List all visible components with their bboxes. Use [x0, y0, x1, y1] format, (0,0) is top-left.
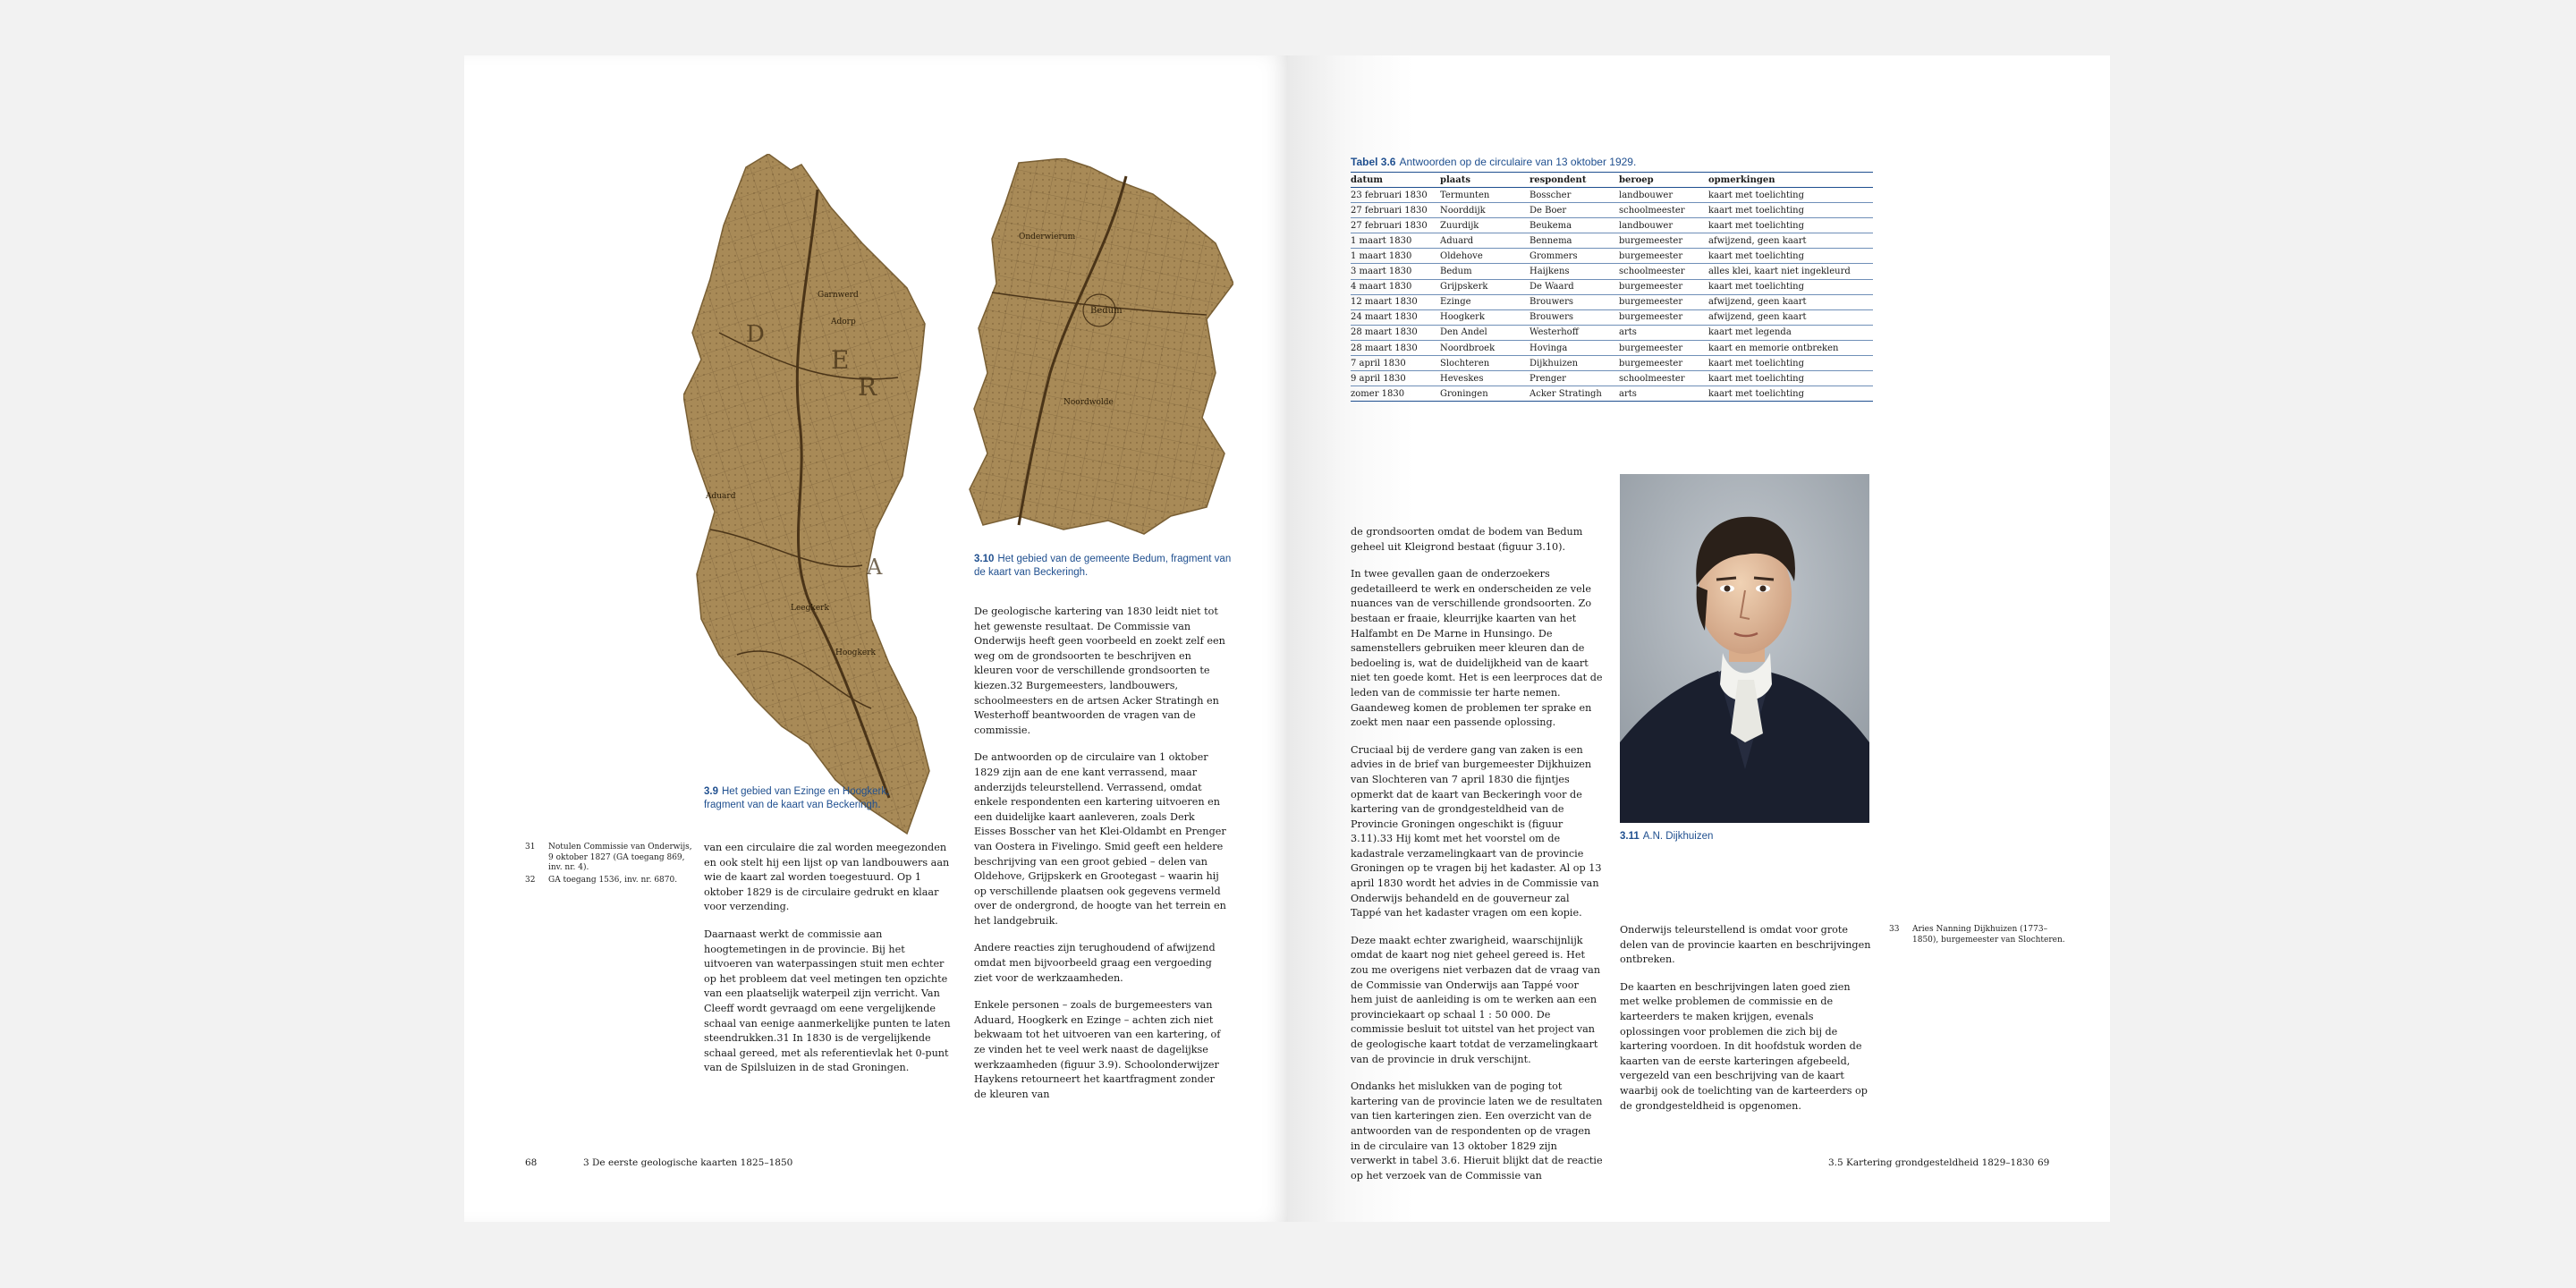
table-cell: 27 februari 1830: [1351, 218, 1440, 233]
table-cell: kaart met toelichting: [1708, 386, 1873, 402]
table-cell: kaart met toelichting: [1708, 356, 1873, 371]
table-cell: Hovinga: [1530, 340, 1619, 355]
table-cell: 4 maart 1830: [1351, 279, 1440, 294]
table-cell: 3 maart 1830: [1351, 264, 1440, 279]
table-row: [1351, 279, 1873, 294]
figure-caption-text: Het gebied van de gemeente Bedum, fragment van de kaart van Beckeringh.: [974, 554, 1232, 578]
footnote-text: GA toegang 1536, inv. nr. 6870.: [548, 875, 678, 885]
table-cell: Noorddijk: [1440, 203, 1530, 218]
table-cell: Beukema: [1530, 218, 1619, 233]
right-page: [1288, 55, 2110, 1222]
table-cell: afwijzend, geen kaart: [1708, 294, 1873, 309]
table-body: [1351, 188, 1873, 402]
paragraph: Onderwijs teleurstellend is omdat voor grote delen van de provincie kaarten en beschrijvingen ontbreken.: [1620, 924, 1871, 966]
column-header: beroep: [1619, 173, 1708, 188]
paragraph: Enkele personen – zoals de burgemeesters van Aduard, Hoogkerk en Ezinge – achten zich niet bekwaam tot het uitvoeren van een kartering, of ze vinden het te veel werk naast de dagelijkse werkzaamheden (figuur 3.9). Schoolonderwijzer Haykens retourneert het kaartfragment zonder de kleuren van: [974, 999, 1221, 1100]
table-cell: zomer 1830: [1351, 386, 1440, 402]
table-cell: kaart met legenda: [1708, 325, 1873, 340]
table-caption: [1351, 156, 1636, 168]
table-cell: Heveskes: [1440, 371, 1530, 386]
page-number: 68: [525, 1157, 538, 1168]
body-column-right-1: [1351, 525, 1603, 1196]
map-fragment-bedum: [965, 158, 1233, 543]
column-header: plaats: [1440, 173, 1530, 188]
figure-caption-text: A.N. Dijkhuizen: [1642, 831, 1714, 842]
paragraph: Ondanks het mislukken van de poging tot kartering van de provincie laten we de resultaten van tien karteringen zien. Een overzicht van de antwoorden van de respondenten op de vragen in de circulaire van 13 oktober 1829 zijn verwerkt in tabel 3.6. Hieruit blijkt dat de reactie op het verzoek van de Commissie van: [1351, 1080, 1603, 1182]
table-cell: kaart met toelichting: [1708, 188, 1873, 203]
table-cell: alles klei, kaart niet ingekleurd: [1708, 264, 1873, 279]
table-cell: De Waard: [1530, 279, 1619, 294]
map-label: Aduard: [706, 492, 736, 501]
table-cell: Dijkhuizen: [1530, 356, 1619, 371]
table-row: [1351, 249, 1873, 264]
portrait-dijkhuizen: [1620, 474, 1869, 823]
page-number: 69: [2038, 1157, 2050, 1168]
table-row: [1351, 371, 1873, 386]
map-label: Hoogkerk: [835, 648, 876, 657]
footnote: [525, 843, 695, 874]
map-label: Adorp: [831, 318, 856, 326]
paragraph: De geologische kartering van 1830 leidt niet tot het gewenste resultaat. De Commissie van Onderwijs heeft geen voorbeeld en zoekt zelf een weg om de grondsoorten te beschrijven en kleuren voor de verschillende grondsoorten te kiezen.32 Burgemeesters, landbouwers, schoolmeesters en de artsen Acker Stratingh en Westerhoff beantwoorden de vragen van de commissie.: [974, 606, 1225, 736]
table-cell: kaart met toelichting: [1708, 371, 1873, 386]
table-cell: 7 april 1830: [1351, 356, 1440, 371]
footnote: [1889, 925, 2068, 945]
table-cell: schoolmeester: [1619, 203, 1708, 218]
table-cell: Grijpskerk: [1440, 279, 1530, 294]
left-page: [464, 55, 1288, 1222]
table-cell: burgemeester: [1619, 249, 1708, 264]
table-cell: Termunten: [1440, 188, 1530, 203]
responses-table: [1351, 172, 1873, 402]
table-cell: Prenger: [1530, 371, 1619, 386]
footnotes-right: [1889, 925, 2068, 947]
paragraph: Deze maakt echter zwarigheid, waarschijnlijk omdat de kaart nog niet geheel gereed is. Het zou me overigens niet verbazen dat de vraag van de Commissie van Onderwijs aan Tappé voor hem juist de aanleiding is om te werken aan een provinciekaart op schaal 1 : 50 000. De commissie besluit tot uitstel van het project van de geologische kaart totdat de verzamelingkaart van de provincie in druk verschijnt.: [1351, 934, 1601, 1065]
footnote: [525, 876, 695, 886]
table-cell: burgemeester: [1619, 233, 1708, 249]
column-header: opmerkingen: [1708, 173, 1873, 188]
table-cell: arts: [1619, 386, 1708, 402]
table-cell: arts: [1619, 325, 1708, 340]
map-label: Leegkerk: [791, 604, 829, 613]
table-row: [1351, 188, 1873, 203]
table-cell: Brouwers: [1530, 294, 1619, 309]
table-row: [1351, 309, 1873, 325]
table-row: [1351, 325, 1873, 340]
table-cell: schoolmeester: [1619, 371, 1708, 386]
paragraph: In twee gevallen gaan de onderzoekers gedetailleerd te werk en onderscheiden ze vele nuances van de verschillende grondsoorten. Zo bestaan er fraaie, kleurrijke kaarten van het Halfambt en De Marne in Hunsingo. De samenstellers gebruiken meer kleuren dan de bedoeling is, wat de duidelijkheid van de kaart niet ten goede komt. Het is een leerproces dat de leden van de commissie ter harte nemen. Gaandeweg komen de problemen ter sprake en zoekt men naar een passende oplossing.: [1351, 568, 1603, 729]
figure-number: 3.9: [704, 786, 718, 797]
map-label: Bedum: [1090, 306, 1123, 316]
svg-text:E: E: [831, 345, 850, 375]
map-label: Garnwerd: [818, 291, 859, 300]
svg-text:R: R: [858, 372, 877, 402]
table-number: Tabel 3.6: [1351, 156, 1396, 168]
body-column-left-1: [704, 841, 954, 1089]
table-cell: afwijzend, geen kaart: [1708, 233, 1873, 249]
paragraph: De kaarten en beschrijvingen laten goed zien met welke problemen de commissie en de karteerders te maken krijgen, evenals oplossingen voor problemen die zich bij de kartering voordoen. In dit hoofdstuk worden de kaarten van de eerste karteringen afgebeeld, vergezeld van een beschrijving van de kaart waarbij ook de toelichting van de karteerders op de grondgesteldheid is opgenomen.: [1620, 980, 1868, 1112]
footnotes-left: [525, 843, 695, 887]
figure-number: 3.10: [974, 554, 995, 564]
table-cell: Slochteren: [1440, 356, 1530, 371]
table-cell: Hoogkerk: [1440, 309, 1530, 325]
footnote-number: 33: [1889, 925, 1900, 934]
svg-text:A: A: [867, 555, 883, 580]
column-header: respondent: [1530, 173, 1619, 188]
table-row: [1351, 356, 1873, 371]
paragraph: De antwoorden op de circulaire van 1 oktober 1829 zijn aan de ene kant verrassend, maar anderzijds teleurstellend. Verrassend, omdat enkele respondenten een kartering uitvoeren en een duidelijke kaart aanleveren, zoals Derk Eisses Bosscher van het Klei-Oldambt en Prenger van Oostera in Fivelingo. Smid geeft een heldere beschrijving van een groot gebied – delen van Oldehove, Grijpskerk en Grootegast – waarin hij op verschillende plaatsen ook gegevens vermeld over de ondergrond, de hoogte van het terrein en het landgebruik.: [974, 751, 1226, 927]
table-cell: 28 maart 1830: [1351, 325, 1440, 340]
figure-caption-text: Het gebied van Ezinge en Hoogkerk, fragment van de kaart van Beckeringh.: [704, 786, 890, 810]
table-row: [1351, 218, 1873, 233]
table-cell: 28 maart 1830: [1351, 340, 1440, 355]
table-cell: Westerhoff: [1530, 325, 1619, 340]
table-cell: Zuurdijk: [1440, 218, 1530, 233]
table-cell: kaart met toelichting: [1708, 279, 1873, 294]
map-label: Onderwierum: [1019, 233, 1076, 242]
table-cell: De Boer: [1530, 203, 1619, 218]
footnote-text: Notulen Commissie van Onderwijs, 9 oktober 1827 (GA toegang 869, inv. nr. 4).: [548, 843, 692, 872]
table-row: [1351, 233, 1873, 249]
table-cell: kaart met toelichting: [1708, 203, 1873, 218]
paragraph: Andere reacties zijn terughoudend of afwijzend omdat men bijvoorbeeld graag een vergoeding ziet voor de werkzaamheden.: [974, 942, 1216, 984]
table-cell: Bedum: [1440, 264, 1530, 279]
table-cell: schoolmeester: [1619, 264, 1708, 279]
table-cell: 1 maart 1830: [1351, 233, 1440, 249]
paragraph: van een circulaire die zal worden meegezonden en ook stelt hij een lijst op van landbouwers aan wie de kaart zal worden toegestuurd. Op 1 oktober 1829 is de circulaire gedrukt en klaar voor verzending.: [704, 842, 950, 913]
paragraph: Cruciaal bij de verdere gang van zaken is een advies in de brief van burgemeester Dijkhuizen van Slochteren van 7 april 1830 die fijntjes opmerkt dat de kaart van Beckeringh voor de kartering van de grondgesteldheid van de Provincie Groningen ongeschikt is (figuur 3.11).33 Hij komt met het voorstel om de kadastrale verzamelingkaart van de provincie Groningen op te vragen bij het kadaster. Al op 13 april 1830 wordt het advies in de Commissie van Onderwijs behandeld en de gouverneur zal Tappé van het kadaster vragen om een kopie.: [1351, 743, 1602, 919]
table-cell: Haijkens: [1530, 264, 1619, 279]
table-cell: 9 april 1830: [1351, 371, 1440, 386]
figure-caption-3-10: [974, 553, 1233, 580]
table-cell: burgemeester: [1619, 356, 1708, 371]
footnote-text: Aries Nanning Dijkhuizen (1773–1850), burgemeester van Slochteren.: [1912, 925, 2065, 945]
column-header: datum: [1351, 173, 1440, 188]
table-cell: 24 maart 1830: [1351, 309, 1440, 325]
table-cell: afwijzend, geen kaart: [1708, 309, 1873, 325]
table-cell: Brouwers: [1530, 309, 1619, 325]
figure-number: 3.11: [1620, 831, 1640, 842]
map-label: Noordwolde: [1063, 398, 1114, 407]
table-cell: Groningen: [1440, 386, 1530, 402]
table-cell: 27 februari 1830: [1351, 203, 1440, 218]
table-row: [1351, 340, 1873, 355]
table-cell: Aduard: [1440, 233, 1530, 249]
body-column-left-2: [974, 605, 1226, 1114]
running-head: 3.5 Kartering grondgesteldheid 1829–1830: [1828, 1157, 2035, 1168]
table-cell: Acker Stratingh: [1530, 386, 1619, 402]
table-row: [1351, 203, 1873, 218]
paragraph: Daarnaast werkt de commissie aan hoogtemetingen in de provincie. Bij het uitvoeren van waterpassingen stuit men echter op het probleem dat veel metingen ten opzichte van een plaatselijk waterpeil zijn verricht. Van Cleeff wordt gevraagd om eene vergelijkende schaal van eenige aanmerkelijke punten te laten steendrukken.31 In 1830 is de vergelijkende schaal gereed, met als referentievlak het 0-punt van de Spilsluizen in de stad Groningen.: [704, 928, 951, 1074]
table-row: [1351, 264, 1873, 279]
table-cell: Grommers: [1530, 249, 1619, 264]
table-cell: kaart met toelichting: [1708, 249, 1873, 264]
table-cell: burgemeester: [1619, 309, 1708, 325]
table-cell: Oldehove: [1440, 249, 1530, 264]
figure-caption-3-11: [1620, 830, 1869, 843]
running-head: 3 De eerste geologische kaarten 1825–1850: [583, 1157, 793, 1168]
table-cell: Bosscher: [1530, 188, 1619, 203]
table-caption-text: Antwoorden op de circulaire van 13 oktober 1929.: [1399, 156, 1637, 168]
table-cell: burgemeester: [1619, 340, 1708, 355]
svg-text:D: D: [746, 321, 765, 348]
footnote-number: 32: [525, 875, 536, 885]
table-cell: Noordbroek: [1440, 340, 1530, 355]
table-row: [1351, 386, 1873, 402]
table-cell: burgemeester: [1619, 294, 1708, 309]
table-cell: 1 maart 1830: [1351, 249, 1440, 264]
table-cell: burgemeester: [1619, 279, 1708, 294]
footnote-number: 31: [525, 843, 536, 852]
table-row: [1351, 294, 1873, 309]
table-cell: landbouwer: [1619, 218, 1708, 233]
table-cell: kaart en memorie ontbreken: [1708, 340, 1873, 355]
table-cell: kaart met toelichting: [1708, 218, 1873, 233]
table-cell: Ezinge: [1440, 294, 1530, 309]
table-cell: 23 februari 1830: [1351, 188, 1440, 203]
figure-caption-3-9: [704, 785, 919, 812]
table-cell: 12 maart 1830: [1351, 294, 1440, 309]
map-fragment-ezinge-hoogkerk: [683, 154, 943, 843]
table-cell: landbouwer: [1619, 188, 1708, 203]
table-cell: Bennema: [1530, 233, 1619, 249]
body-column-right-2: [1620, 923, 1872, 1126]
table-header-row: [1351, 173, 1873, 188]
paragraph: de grondsoorten omdat de bodem van Bedum geheel uit Kleigrond bestaat (figuur 3.10).: [1351, 526, 1583, 553]
table-cell: Den Andel: [1440, 325, 1530, 340]
